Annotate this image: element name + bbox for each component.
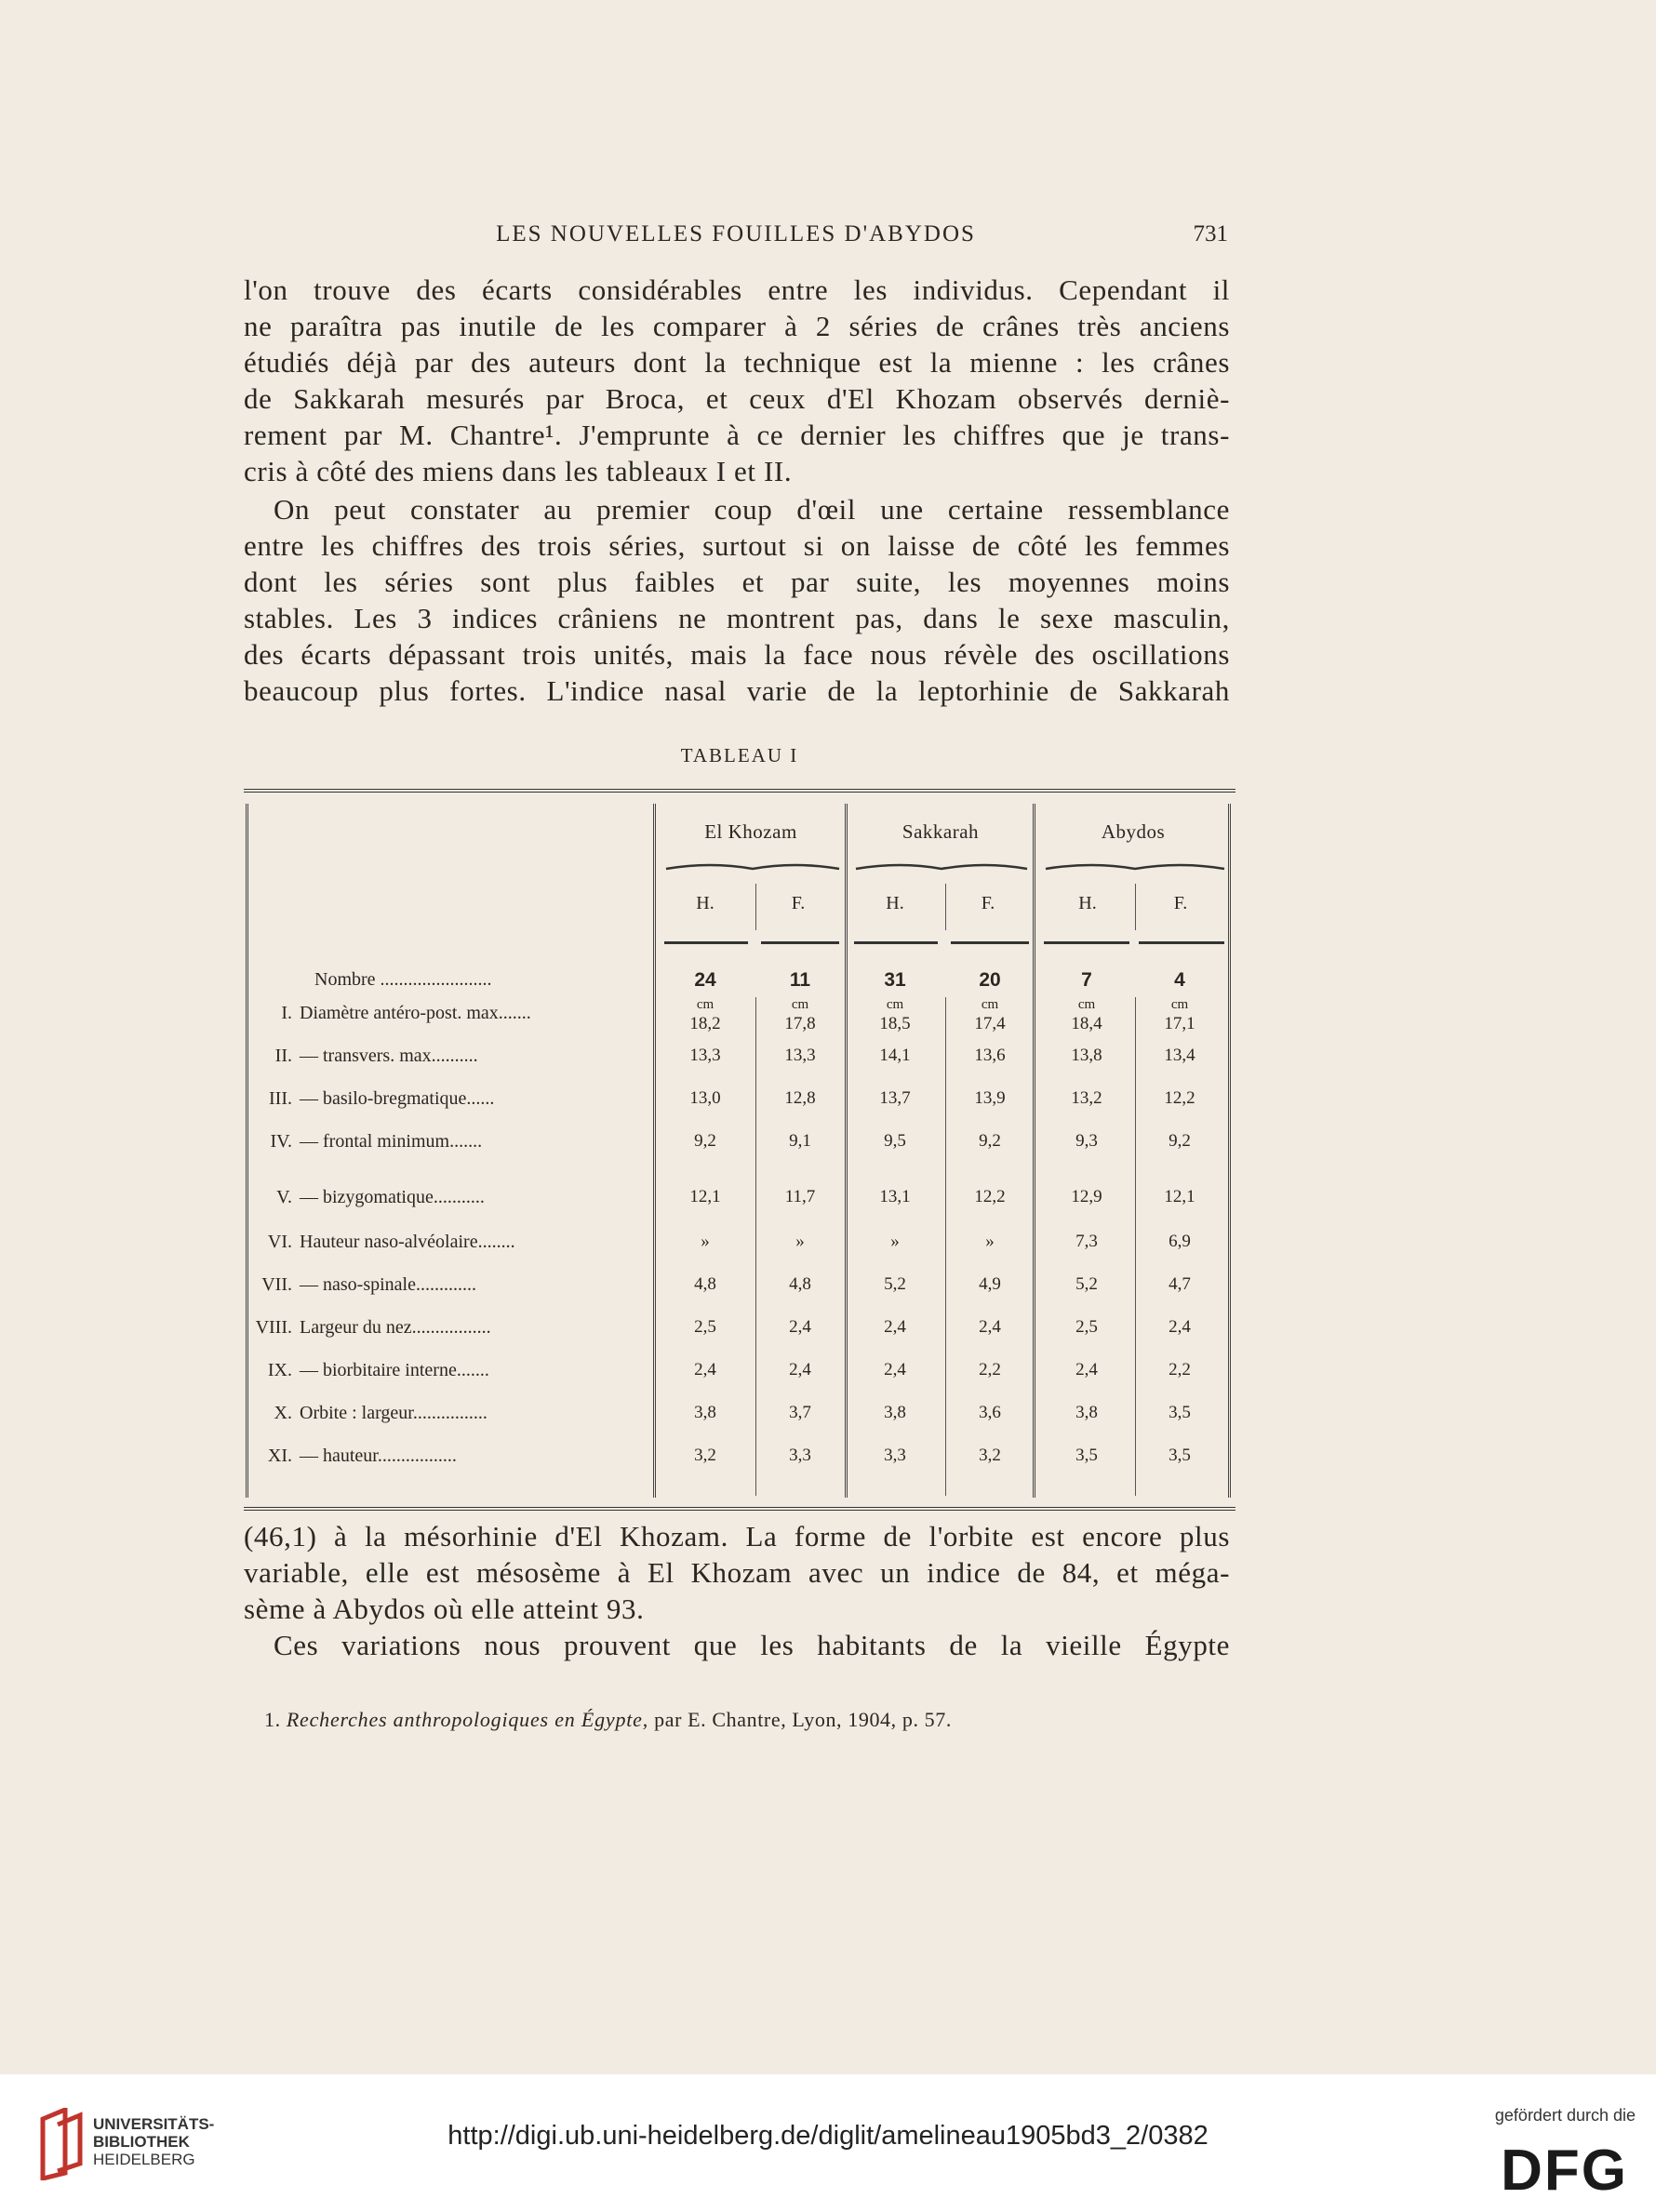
table-cell: »: [795, 1232, 805, 1251]
table-cell: 13,7: [879, 1088, 911, 1108]
paragraph-2: [244, 491, 1230, 709]
subheader-h: H.: [696, 893, 714, 913]
column-divider: [755, 997, 756, 1496]
table-cell: 3,6: [979, 1403, 1001, 1422]
unit-label: cm: [696, 997, 714, 1012]
footnote-reference: par E. Chantre, Lyon, 1904, p. 57.: [654, 1708, 952, 1731]
table-cell: 2,5: [694, 1317, 716, 1337]
table-cell: 11,7: [784, 1187, 816, 1206]
permalink-url[interactable]: http://digi.ub.uni-heidelberg.de/diglit/amelineau1905bd3_2/0382: [447, 2121, 1209, 2151]
column-divider: [1135, 997, 1136, 1496]
table-cell: 13,8: [1071, 1046, 1102, 1065]
row-label: [251, 1187, 670, 1208]
text-line: ne paraîtra pas inutile de les comparer à 2 séries de crânes très anciens: [244, 310, 1230, 342]
row-label: [251, 1446, 670, 1467]
table-cell: 4: [1174, 969, 1185, 991]
table-cell: 9,2: [1169, 1131, 1191, 1151]
row-label-text: Hauteur naso-alvéolaire........: [300, 1232, 515, 1252]
table-cell: 9,1: [789, 1131, 811, 1151]
row-label-text: — hauteur.................: [300, 1446, 457, 1466]
row-label-text: — biorbitaire interne.......: [300, 1360, 489, 1380]
table-cell: 7,3: [1075, 1232, 1098, 1251]
table-cell: 2,4: [884, 1317, 906, 1337]
table-cell: 3,7: [789, 1403, 811, 1422]
table-caption: TABLEAU I: [680, 744, 799, 766]
text-line: étudiés déjà par des auteurs dont la technique est la mienne : les crânes: [244, 346, 1230, 379]
table-cell: 20: [979, 969, 1001, 991]
text-line: dont les séries sont plus faibles et par suite, les moyennes moins: [244, 566, 1230, 598]
table-cell: 11: [789, 969, 811, 991]
table-cell: 13,4: [1164, 1046, 1195, 1065]
text-line: Ces variations nous prouvent que les habitants de la vieille Égypte: [274, 1629, 1230, 1661]
table-cell: 13,2: [1071, 1088, 1102, 1108]
group-brace: [1044, 859, 1226, 873]
table-cell: 7: [1081, 969, 1092, 991]
table-cell: 13,0: [689, 1088, 721, 1108]
unit-label: cm: [886, 997, 904, 1012]
table-cell: 2,5: [1075, 1317, 1098, 1337]
table-cell: 12,8: [784, 1088, 816, 1108]
table-cell: 14,1: [879, 1046, 911, 1065]
row-number: VII.: [261, 1274, 292, 1295]
table-cell: 3,2: [694, 1446, 716, 1465]
row-label: [251, 1403, 670, 1424]
table-cell: 3,5: [1075, 1446, 1098, 1465]
unit-label: cm: [791, 997, 809, 1012]
footnote-title: Recherches anthropologiques en Égypte,: [286, 1708, 649, 1731]
table-cell: 3,5: [1169, 1403, 1191, 1422]
table-cell: »: [890, 1232, 900, 1251]
table-cell: 2,4: [789, 1360, 811, 1379]
table-cell: 3,3: [789, 1446, 811, 1465]
table-cell: 31: [884, 969, 906, 991]
table-cell: 12,2: [1164, 1088, 1195, 1108]
unit-label: cm: [981, 997, 999, 1012]
column-divider: [945, 884, 946, 930]
subheader-f: F.: [981, 893, 995, 913]
row-number: V.: [276, 1187, 292, 1207]
row-number: III.: [269, 1088, 292, 1109]
table-cell: 3,8: [694, 1403, 716, 1422]
table-cell: 9,5: [884, 1131, 906, 1151]
row-label: [251, 1274, 670, 1296]
table-cell: 4,7: [1169, 1274, 1191, 1294]
dfg-logo: DFG: [1501, 2139, 1628, 2203]
subheader-h: H.: [886, 893, 904, 913]
funding-note: gefördert durch die: [1494, 2106, 1636, 2125]
unit-label: cm: [1170, 997, 1189, 1012]
header-rule: [1044, 941, 1129, 944]
row-label: [251, 1131, 670, 1153]
table-cell: »: [985, 1232, 995, 1251]
text-line: de Sakkarah mesurés par Broca, et ceux d'El Khozam observés derniè-: [244, 382, 1230, 415]
row-number: I.: [281, 1003, 292, 1023]
row-label-text: Largeur du nez.................: [300, 1317, 491, 1338]
table-cell: 4,8: [789, 1274, 811, 1294]
text-line: cris à côté des miens dans les tableaux I et II.: [244, 455, 793, 487]
table-cell: 12,9: [1071, 1187, 1102, 1206]
text-line: sème à Abydos où elle atteint 93.: [244, 1592, 645, 1625]
row-label: [251, 1360, 670, 1381]
row-label-text: — naso-spinale.............: [300, 1274, 476, 1295]
group-header-sakkarah: Sakkarah: [901, 820, 980, 843]
page-number: 731: [1193, 221, 1228, 247]
table-cell: 5,2: [884, 1274, 906, 1294]
header-rule: [951, 941, 1029, 944]
table-left-border: [246, 804, 248, 1498]
text-line: stables. Les 3 indices crâniens ne montrent pas, dans le sexe masculin,: [244, 602, 1230, 634]
footnote-number: 1.: [264, 1708, 281, 1731]
table-cell: 3,2: [979, 1446, 1001, 1465]
text-line: variable, elle est mésosème à El Khozam avec un indice de 84, et méga-: [244, 1556, 1230, 1589]
column-divider: [945, 997, 946, 1496]
table-cell: 13,9: [974, 1088, 1006, 1108]
table-cell: 17,1: [1164, 1014, 1195, 1033]
library-name-line: UNIVERSITÄTS-: [93, 2115, 215, 2133]
row-label-text: — bizygomatique...........: [300, 1187, 485, 1207]
table-cell: 13,6: [974, 1046, 1006, 1065]
table-cell: 2,2: [1169, 1360, 1191, 1379]
data-table: [244, 789, 1235, 1511]
table-cell: 2,2: [979, 1360, 1001, 1379]
table-cell: 3,8: [1075, 1403, 1098, 1422]
table-cell: 13,3: [689, 1046, 721, 1065]
library-name-line: HEIDELBERG: [93, 2151, 195, 2168]
subheader-h: H.: [1078, 893, 1097, 913]
table-cell: »: [701, 1232, 710, 1251]
table-cell: 2,4: [1075, 1360, 1098, 1379]
table-cell: 17,8: [784, 1014, 816, 1033]
text-line: rement par M. Chantre¹. J'emprunte à ce dernier les chiffres que je trans-: [244, 419, 1230, 451]
table-cell: 12,2: [974, 1187, 1006, 1206]
group-brace: [854, 859, 1029, 873]
row-label: [251, 1088, 670, 1110]
table-cell: 13,3: [784, 1046, 816, 1065]
table-cell: 6,9: [1169, 1232, 1191, 1251]
row-label: [251, 1046, 670, 1067]
text-line: entre les chiffres des trois séries, surtout si on laisse de côté les femmes: [244, 529, 1230, 562]
header-rule: [761, 941, 839, 944]
row-label-text: — frontal minimum.......: [300, 1131, 483, 1152]
table-cell: 3,3: [884, 1446, 906, 1465]
table-cell: 4,8: [694, 1274, 716, 1294]
row-label: [251, 969, 726, 991]
text-line: On peut constater au premier coup d'œil une certaine ressemblance: [274, 493, 1230, 526]
table-cell: 2,4: [789, 1317, 811, 1337]
unit-label: cm: [1077, 997, 1096, 1012]
table-cell: 2,4: [884, 1360, 906, 1379]
row-label-text: Orbite : largeur................: [300, 1403, 487, 1423]
group-header-el-khozam: El Khozam: [704, 820, 797, 843]
table-cell: 18,4: [1071, 1014, 1102, 1033]
table-cell: 2,4: [694, 1360, 716, 1379]
column-divider: [755, 884, 756, 930]
row-number: VIII.: [255, 1317, 292, 1338]
table-cell: 5,2: [1075, 1274, 1098, 1294]
row-label: [251, 1317, 670, 1339]
table-cell: 9,2: [979, 1131, 1001, 1151]
row-number: X.: [274, 1403, 292, 1423]
table-cell: 12,1: [689, 1187, 721, 1206]
table-cell: 2,4: [979, 1317, 1001, 1337]
table-cell: 12,1: [1164, 1187, 1195, 1206]
running-title: LES NOUVELLES FOUILLES D'ABYDOS: [496, 221, 976, 247]
row-label-text: — transvers. max..........: [300, 1046, 478, 1066]
viewer-footer: [0, 2074, 1656, 2212]
row-label-text: — basilo-bregmatique......: [300, 1088, 495, 1109]
row-label: [251, 1003, 670, 1024]
table-cell: 13,1: [879, 1187, 911, 1206]
table-cell: 2,4: [1169, 1317, 1191, 1337]
table-cell: 4,9: [979, 1274, 1001, 1294]
footnote: [264, 1708, 952, 1732]
header-rule: [1139, 941, 1224, 944]
table-cell: 9,2: [694, 1131, 716, 1151]
row-number: IX.: [267, 1360, 292, 1380]
text-line: beaucoup plus fortes. L'indice nasal varie de la leptorhinie de Sakkarah: [244, 674, 1230, 707]
running-header: [244, 221, 1228, 259]
row-number: VI.: [267, 1232, 292, 1252]
row-label-text: Diamètre antéro-post. max.......: [300, 1003, 531, 1023]
row-number: XI.: [267, 1446, 292, 1466]
group-header-abydos: Abydos: [1101, 820, 1166, 843]
column-divider: [1135, 884, 1136, 930]
table-cell: 9,3: [1075, 1131, 1098, 1151]
table-cell: 18,2: [689, 1014, 721, 1033]
text-line: l'on trouve des écarts considérables entre les individus. Cependant il: [244, 273, 1230, 306]
library-name-line: BIBLIOTHEK: [93, 2133, 190, 2151]
table-cell: 17,4: [974, 1014, 1006, 1033]
table-cell: 24: [694, 969, 716, 991]
row-label-text: Nombre ........................: [314, 969, 492, 990]
group-brace: [664, 859, 841, 873]
table-cell: 3,5: [1169, 1446, 1191, 1465]
header-rule: [664, 941, 748, 944]
table-cell: 3,8: [884, 1403, 906, 1422]
table-cell: 18,5: [879, 1014, 911, 1033]
table-right-border: [1228, 804, 1231, 1498]
header-rule: [854, 941, 938, 944]
subheader-f: F.: [791, 893, 806, 913]
subheader-f: F.: [1173, 893, 1188, 913]
text-line: des écarts dépassant trois unités, mais la face nous révèle des oscillations: [244, 638, 1230, 671]
row-number: II.: [274, 1046, 292, 1066]
text-line: (46,1) à la mésorhinie d'El Khozam. La forme de l'orbite est encore plus: [244, 1520, 1230, 1552]
row-label: [251, 1232, 670, 1253]
paragraph-1: [244, 272, 1230, 489]
row-number: IV.: [270, 1131, 292, 1152]
paragraph-3: [244, 1518, 1230, 1663]
